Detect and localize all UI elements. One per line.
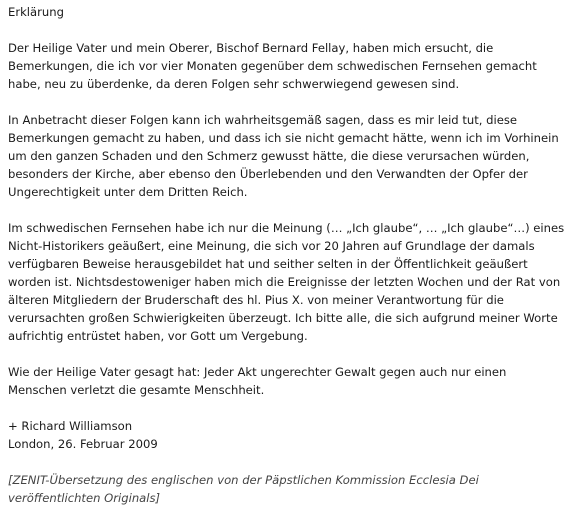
paragraph-quote: Wie der Heilige Vater gesagt hat: Jeder Akt ungerechter Gewalt gegen auch nur einen Menschen verletzt die gesamte Menschheit. <box>8 365 507 397</box>
signature-name: + Richard Williamson <box>8 419 133 433</box>
signature-place-date: London, 26. Februar 2009 <box>8 437 158 451</box>
document-body <box>8 3 568 507</box>
paragraph-request: Der Heilige Vater und mein Oberer, Bischof Bernard Fellay, haben mich ersucht, die Bemerkungen, die ich vor vier Monaten gegenüber dem schwedischen Fernsehen gemacht habe, neu zu überdenke, da deren Folgen sehr schwerwiegend gewesen sind. <box>8 41 537 91</box>
translation-note: [ZENIT-Übersetzung des englischen von der Päpstlichen Kommission Ecclesia Dei veröffentlichten Originals] <box>8 473 479 505</box>
document-title: Erklärung <box>8 5 64 19</box>
paragraph-apology: In Anbetracht dieser Folgen kann ich wahrheitsgemäß sagen, dass es mir leid tut, diese Bemerkungen gemacht zu haben, und dass ich sie nicht gemacht hätte, wenn ich im Vorhinein um den ganzen Schaden und den Schmerz gewusst hätte, die diese verursachen würden, besonders der Kirche, aber ebenso den Überlebenden und den Verwandten der Opfer der Ungerechtigkeit unter dem Dritten Reich. <box>8 113 559 199</box>
paragraph-explanation: Im schwedischen Fernsehen habe ich nur die Meinung (… „Ich glaube“, … „Ich glaube“…) eines Nicht-Historikers geäußert, eine Meinung, die sich vor 20 Jahren auf Grundlage der damals verfügbaren Beweise herausgebildet hat und seither selten in der Öffentlichkeit geäußert worden ist. Nichtsdestoweniger haben mich die Ereignisse der letzten Wochen und der Rat von älteren Mitgliedern der Bruderschaft des hl. Pius X. von meiner Verantwortung für die verursachten großen Schwierigkeiten überzeugt. Ich bitte alle, die sich aufgrund meiner Worte aufrichtig entrüstet haben, vor Gott um Vergebung. <box>8 221 565 343</box>
